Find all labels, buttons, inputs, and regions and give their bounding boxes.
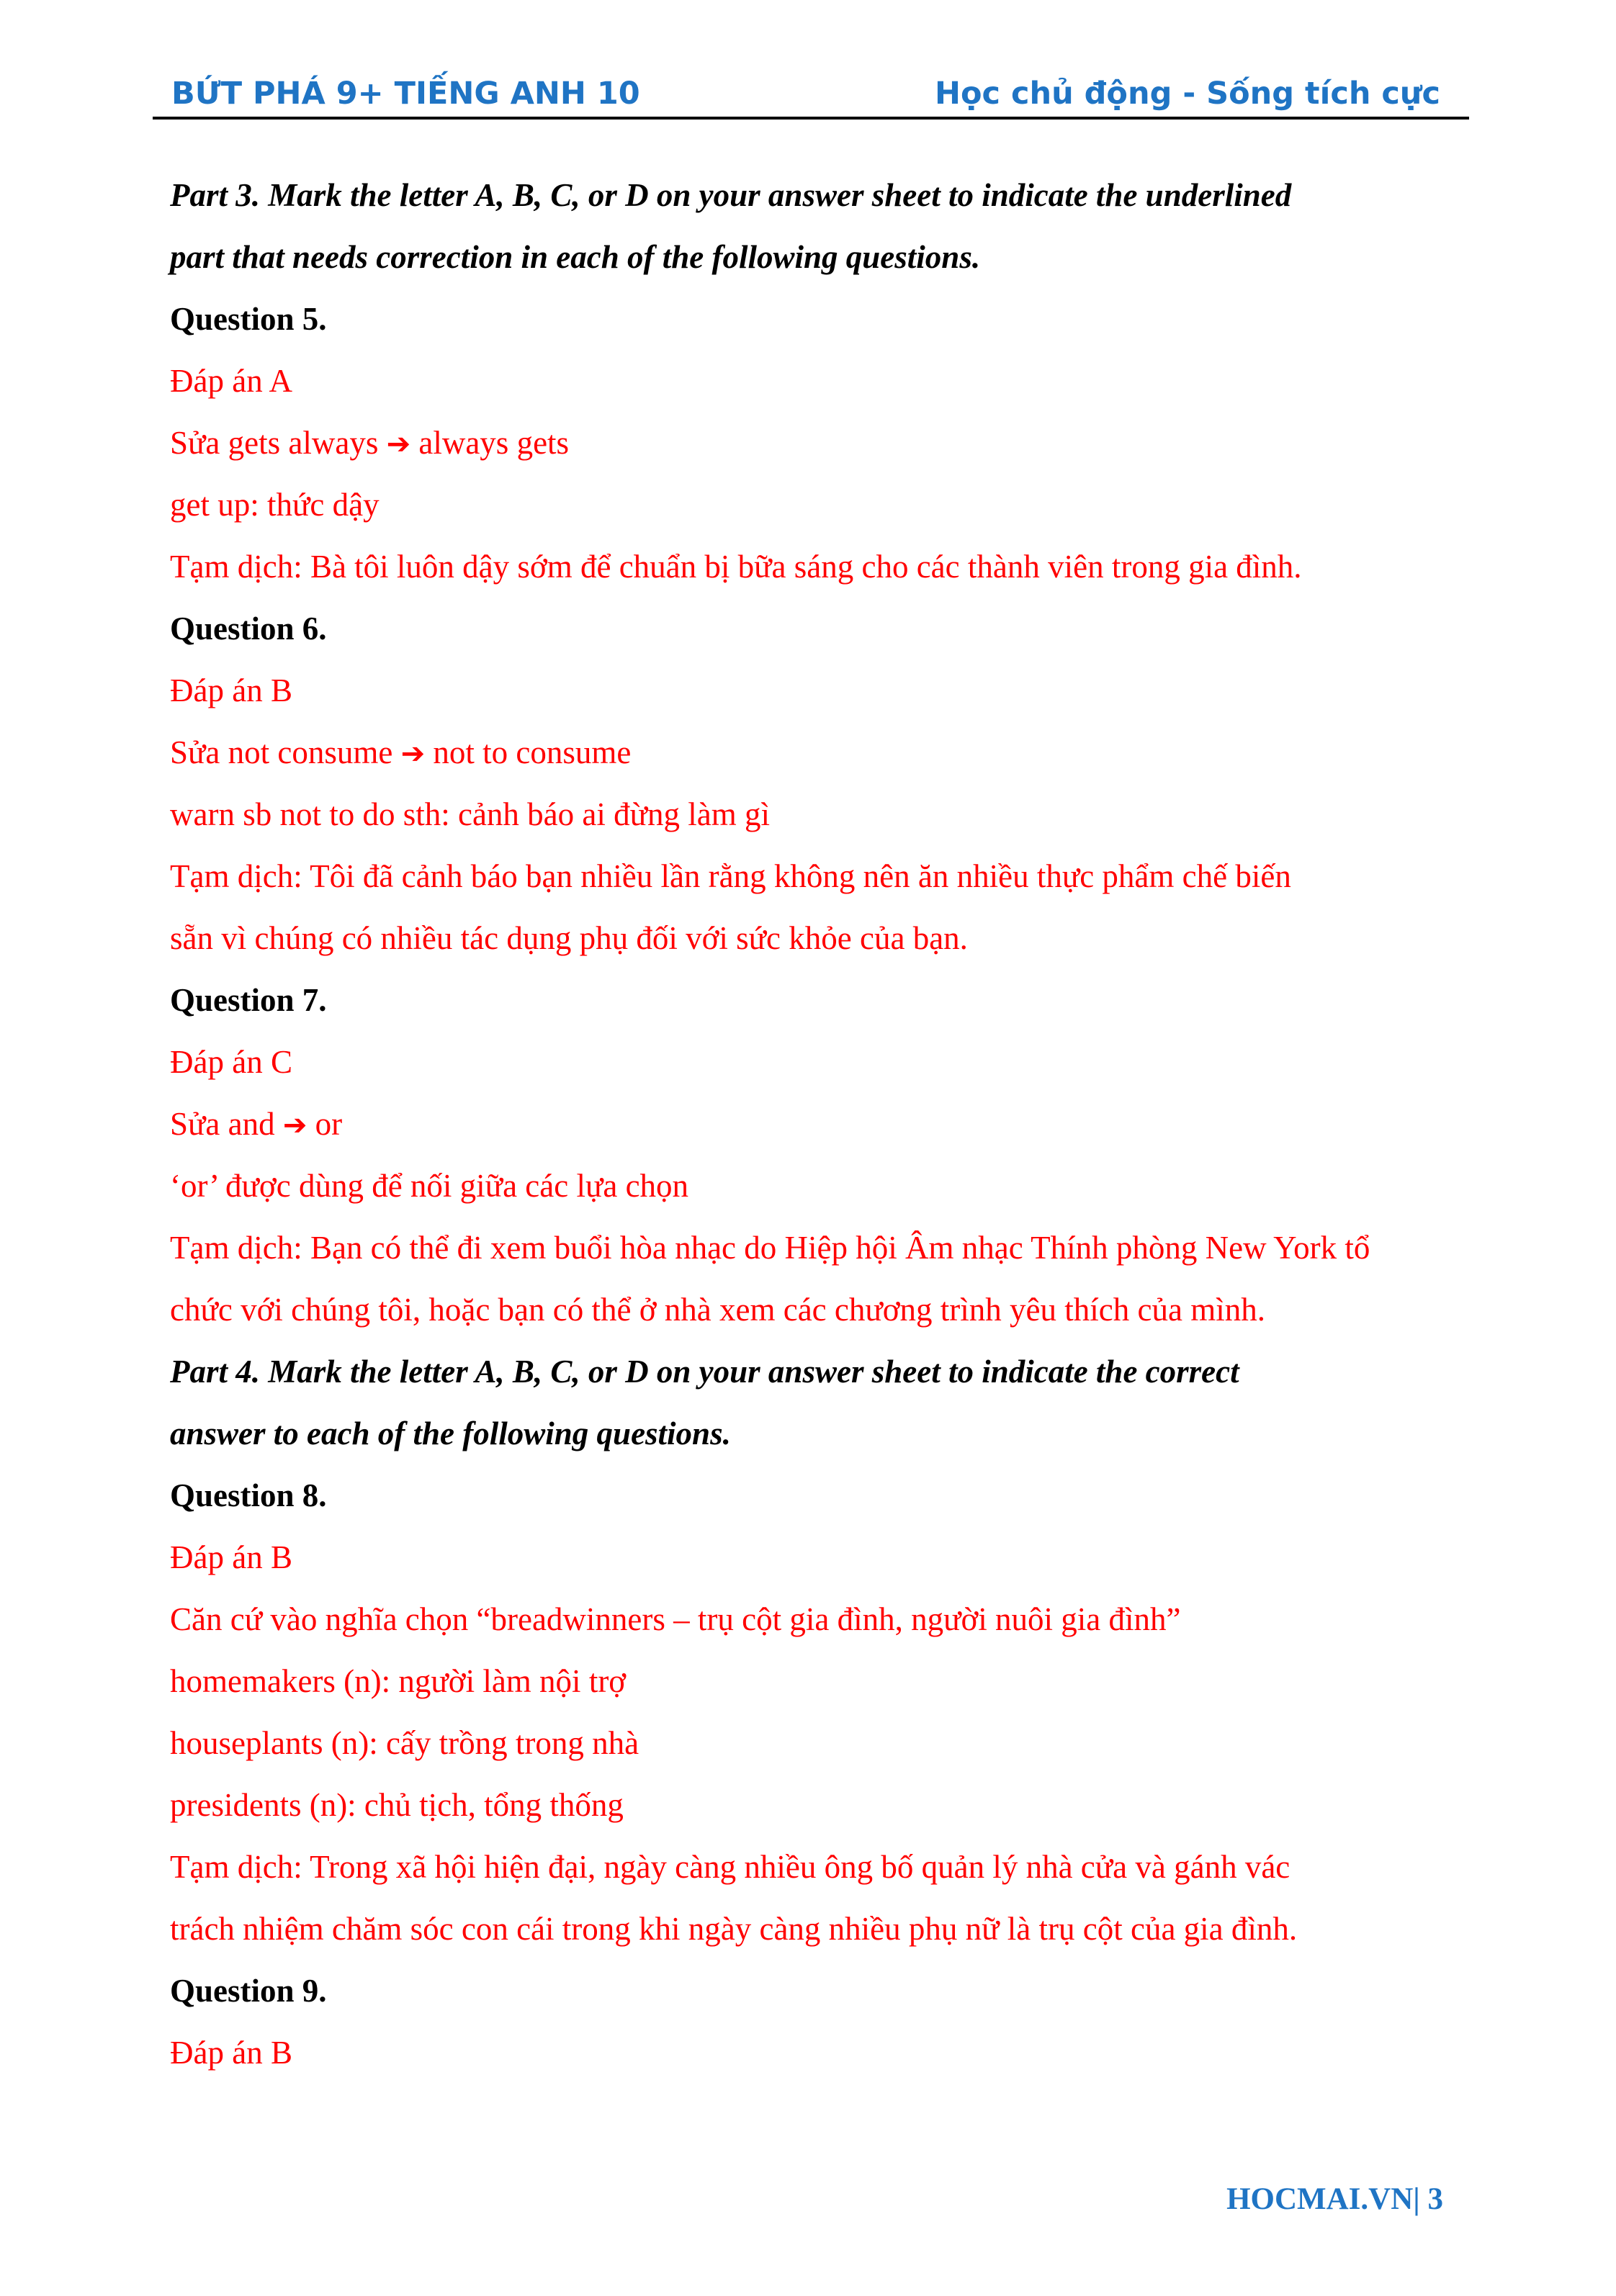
question-9-answer: Đáp án B <box>170 2035 292 2071</box>
arrow-right-icon: ➔ <box>386 428 411 461</box>
question-5-note: get up: thức dậy <box>170 487 380 523</box>
question-5-answer: Đáp án A <box>170 363 292 399</box>
correction-to: or <box>315 1106 343 1142</box>
question-5-title: Question 5. <box>170 301 327 337</box>
document-body <box>170 164 1459 2084</box>
question-6-translation-line2: sẵn vì chúng có nhiều tác dụng phụ đối với sức khỏe của bạn. <box>170 920 968 956</box>
header-title: BỨT PHÁ 9+ TIẾNG ANH 10 <box>171 76 640 112</box>
question-7-correction <box>170 1093 1459 1155</box>
page-header <box>153 72 1469 115</box>
correction-to: always gets <box>418 425 570 461</box>
part3-instruction-line1: Part 3. Mark the letter A, B, C, or D on your answer sheet to indicate the underlined <box>170 177 1292 213</box>
question-6-correction <box>170 721 1459 783</box>
question-8-answer: Đáp án B <box>170 1539 292 1575</box>
question-5-correction <box>170 412 1459 474</box>
question-8-translation-line2: trách nhiệm chăm sóc con cái trong khi ngày càng nhiều phụ nữ là trụ cột của gia đình. <box>170 1911 1298 1947</box>
question-6-title: Question 6. <box>170 611 327 647</box>
question-7-answer: Đáp án C <box>170 1044 292 1080</box>
question-9-title: Question 9. <box>170 1973 327 2009</box>
question-6-answer: Đáp án B <box>170 672 292 708</box>
correction-from: Sửa not consume <box>170 734 393 770</box>
part4-instruction-line1: Part 4. Mark the letter A, B, C, or D on your answer sheet to indicate the correct <box>170 1354 1239 1390</box>
question-8-title: Question 8. <box>170 1477 327 1513</box>
part4-instruction-line2: answer to each of the following questions. <box>170 1415 731 1451</box>
page-footer: HOCMAI.VN| 3 <box>1226 2182 1443 2216</box>
question-7-title: Question 7. <box>170 982 327 1018</box>
correction-from: Sửa and <box>170 1106 275 1142</box>
arrow-right-icon: ➔ <box>282 1109 308 1142</box>
question-7-translation-line1: Tạm dịch: Bạn có thể đi xem buổi hòa nhạc do Hiệp hội Âm nhạc Thính phòng New York tổ <box>170 1230 1370 1266</box>
header-slogan: Học chủ động - Sống tích cực <box>934 76 1440 112</box>
question-6-note: warn sb not to do sth: cảnh báo ai đừng làm gì <box>170 796 771 832</box>
question-8-option-3: presidents (n): chủ tịch, tổng thống <box>170 1787 624 1823</box>
question-8-reason: Căn cứ vào nghĩa chọn “breadwinners – trụ cột gia đình, người nuôi gia đình” <box>170 1601 1181 1637</box>
question-6-translation-line1: Tạm dịch: Tôi đã cảnh báo bạn nhiều lần rằng không nên ăn nhiều thực phẩm chế biến <box>170 858 1291 894</box>
part3-instruction-line2: part that needs correction in each of the following questions. <box>170 239 981 275</box>
question-8-translation-line1: Tạm dịch: Trong xã hội hiện đại, ngày càng nhiều ông bố quản lý nhà cửa và gánh vác <box>170 1849 1290 1885</box>
question-7-note: ‘or’ được dùng để nối giữa các lựa chọn <box>170 1168 689 1204</box>
question-8-option-2: houseplants (n): cấy trồng trong nhà <box>170 1725 639 1761</box>
question-7-translation-line2: chức với chúng tôi, hoặc bạn có thể ở nhà xem các chương trình yêu thích của mình. <box>170 1292 1265 1328</box>
header-divider <box>153 117 1469 120</box>
arrow-right-icon: ➔ <box>400 737 426 770</box>
correction-from: Sửa gets always <box>170 425 379 461</box>
correction-to: not to consume <box>433 734 632 770</box>
question-5-translation: Tạm dịch: Bà tôi luôn dậy sớm để chuẩn bị bữa sáng cho các thành viên trong gia đình. <box>170 549 1302 585</box>
question-8-option-1: homemakers (n): người làm nội trợ <box>170 1663 627 1699</box>
